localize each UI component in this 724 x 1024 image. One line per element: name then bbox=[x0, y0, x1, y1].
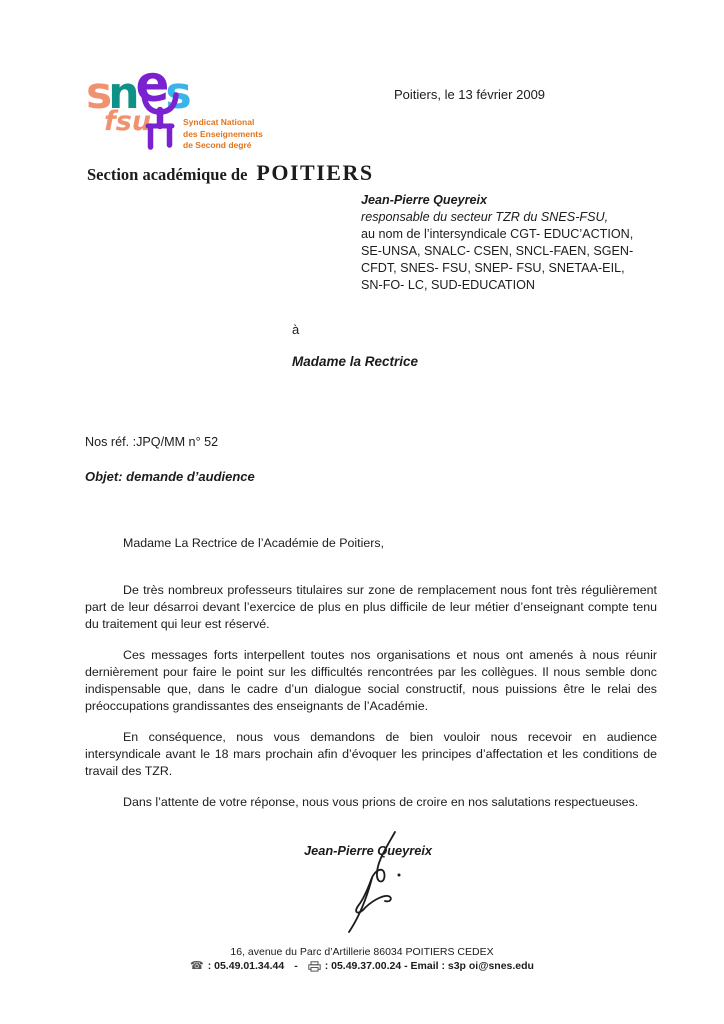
sender-line: au nom de l’intersyndicale CGT- EDUC’ACTION, bbox=[361, 227, 634, 241]
footer-address: 16, avenue du Parc d’Artillerie 86034 POITIERS CEDEX bbox=[230, 946, 494, 958]
stick-figure-icon bbox=[141, 92, 179, 150]
phone-icon: ☎ bbox=[190, 959, 204, 972]
section-label: Section académique de bbox=[87, 165, 248, 184]
section-title bbox=[87, 160, 374, 186]
sender-name: Jean-Pierre Queyreix bbox=[361, 193, 488, 207]
body-paragraph: Dans l’attente de votre réponse, nous vous prions de croire en nos salutations respectueuses. bbox=[123, 795, 639, 809]
sender-line: SE-UNSA, SNALC- CSEN, SNCL-FAEN, SGEN- bbox=[361, 244, 634, 258]
tagline-line: des Enseignements bbox=[183, 128, 263, 139]
handwritten-signature bbox=[336, 829, 408, 937]
to-word: à bbox=[292, 322, 300, 337]
letter-body bbox=[85, 535, 657, 811]
fsu-logo-text: fsu bbox=[104, 106, 152, 137]
body-paragraph: De très nombreux professeurs titulaires sur zone de remplacement nous font très régulièrement part de leur désarroi devant l’exercice de plus en plus difficile de leur métier d’enseignant compte tenu du traitement qui leur est réservé. bbox=[85, 583, 657, 631]
sender-block bbox=[361, 192, 671, 294]
footer-contacts bbox=[0, 959, 724, 973]
tagline-line: Syndicat National bbox=[183, 117, 255, 127]
logo-letter-n: n bbox=[108, 68, 136, 119]
recipient-name: Madame la Rectrice bbox=[292, 354, 419, 369]
date-line: Poitiers, le 13 février 2009 bbox=[394, 87, 546, 102]
sender-line: SN-FO- LC, SUD-EDUCATION bbox=[361, 278, 535, 292]
union-tagline bbox=[183, 117, 263, 152]
subject-line: Objet: demande d’audience bbox=[85, 469, 255, 484]
reference-line: Nos réf. :JPQ/MM n° 52 bbox=[85, 435, 219, 449]
footer-fax-email: : 05.49.37.00.24 - Email : s3p oi@snes.edu bbox=[324, 960, 534, 972]
tagline-line: de Second degré bbox=[183, 140, 252, 150]
body-paragraph: Ces messages forts interpellent toutes nos organisations et nous ont amenés à nous réunir dernièrement pour faire le point sur les difficultés rencontrées par les collègues. Il nous semble donc indispensable que, dans le cadre d’un dialogue social constructif, nous puissions être le relai des préoccupations grandissantes des enseignants de l’Académie. bbox=[85, 648, 657, 713]
fax-icon bbox=[308, 961, 321, 972]
logo-letter-s2: s bbox=[165, 68, 188, 119]
footer-separator: - bbox=[294, 960, 298, 972]
footer bbox=[0, 946, 724, 973]
logo-letter-e: e bbox=[135, 55, 166, 113]
body-paragraph: En conséquence, nous vous demandons de bien vouloir nous recevoir en audience intersyndicale avant le 18 mars prochain afin d’évoquer les principes d’affectation et les conditions de travail des TZR. bbox=[85, 730, 657, 778]
logo-letter-s1: s bbox=[86, 68, 109, 119]
salutation: Madame La Rectrice de l’Académie de Poitiers, bbox=[123, 536, 385, 550]
signature-name: Jean-Pierre Queyreix bbox=[304, 843, 433, 858]
section-city: POITIERS bbox=[256, 160, 374, 185]
sender-line: CFDT, SNES- FSU, SNEP- FSU, SNETAA-EIL, bbox=[361, 261, 625, 275]
footer-phone: : 05.49.01.34.44 bbox=[207, 960, 285, 972]
sender-role: responsable du secteur TZR du SNES-FSU, bbox=[361, 210, 609, 224]
